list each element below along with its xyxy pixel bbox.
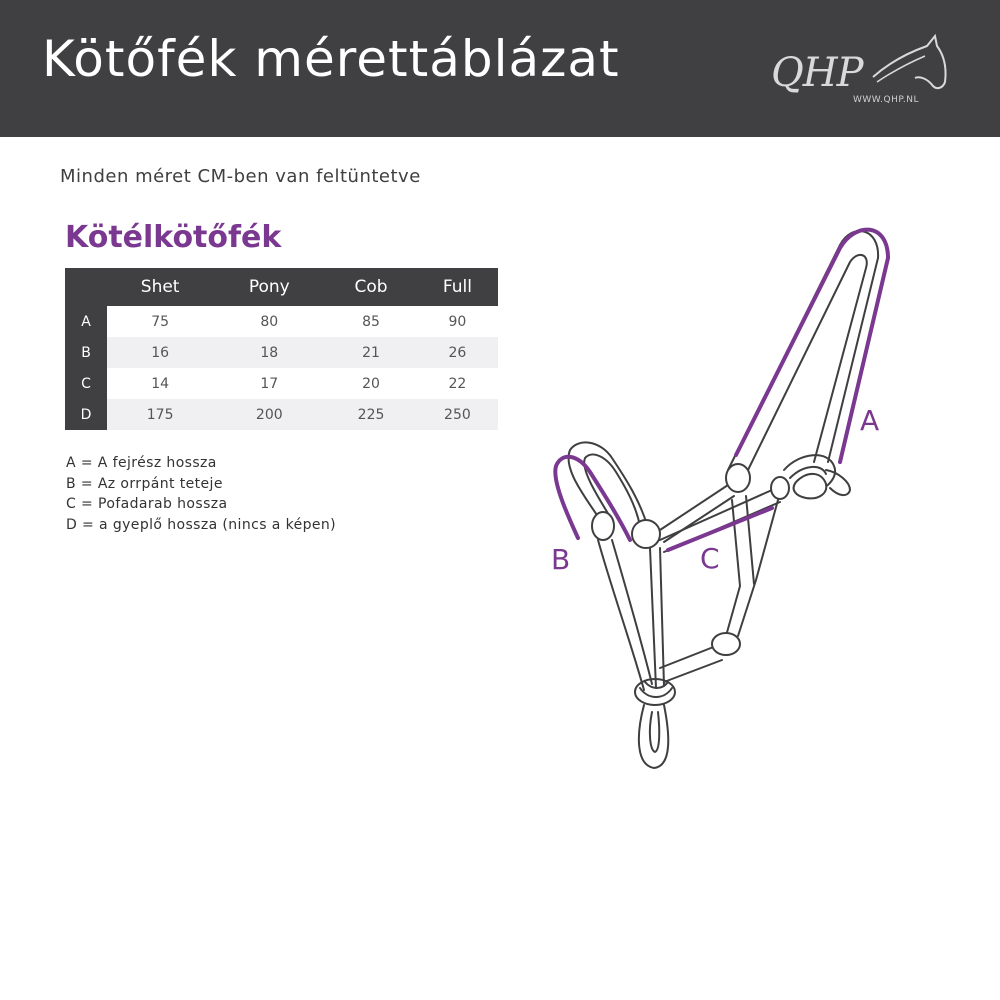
table-cell: 16 xyxy=(107,337,213,368)
table-cell: 85 xyxy=(325,306,417,337)
dimension-b-label: B xyxy=(551,543,571,576)
row-header: A xyxy=(65,306,107,337)
row-header: C xyxy=(65,368,107,399)
column-header: Shet xyxy=(107,268,213,306)
table-cell: 18 xyxy=(213,337,325,368)
table-cell: 80 xyxy=(213,306,325,337)
table-cell: 90 xyxy=(417,306,498,337)
row-header: D xyxy=(65,399,107,430)
crown-rope-inner xyxy=(748,255,867,470)
logo-text: QHP xyxy=(771,50,863,96)
table-cell: 21 xyxy=(325,337,417,368)
table-cell: 225 xyxy=(325,399,417,430)
page-title: Kötőfék mérettáblázat xyxy=(42,30,620,88)
legend-item: C = Pofadarab hossza xyxy=(66,496,228,512)
column-header: Pony xyxy=(213,268,325,306)
legend-item: B = Az orrpánt teteje xyxy=(66,475,223,492)
column-header: Cob xyxy=(325,268,417,306)
table-cell: 75 xyxy=(107,306,213,337)
legend-item: D = a gyeplő hossza (nincs a képen) xyxy=(66,516,337,533)
table-cell: 22 xyxy=(417,368,498,399)
table-cell: 175 xyxy=(107,399,213,430)
dimension-c-label: C xyxy=(700,542,720,575)
table-cell: 20 xyxy=(325,368,417,399)
table-cell: 17 xyxy=(213,368,325,399)
dimension-a-label: A xyxy=(860,404,880,437)
section-title: Kötélkötőfék xyxy=(65,220,282,255)
units-note: Minden méret CM-ben van feltüntetve xyxy=(60,166,421,187)
legend-item: A = A fejrész hossza xyxy=(66,455,217,471)
table-cell: 250 xyxy=(417,399,498,430)
crown-rope xyxy=(728,231,878,470)
logo-url: WWW.QHP.NL xyxy=(853,95,920,105)
column-header: Full xyxy=(417,268,498,306)
table-cell: 200 xyxy=(213,399,325,430)
row-header: B xyxy=(65,337,107,368)
table-cell: 14 xyxy=(107,368,213,399)
table-cell: 26 xyxy=(417,337,498,368)
